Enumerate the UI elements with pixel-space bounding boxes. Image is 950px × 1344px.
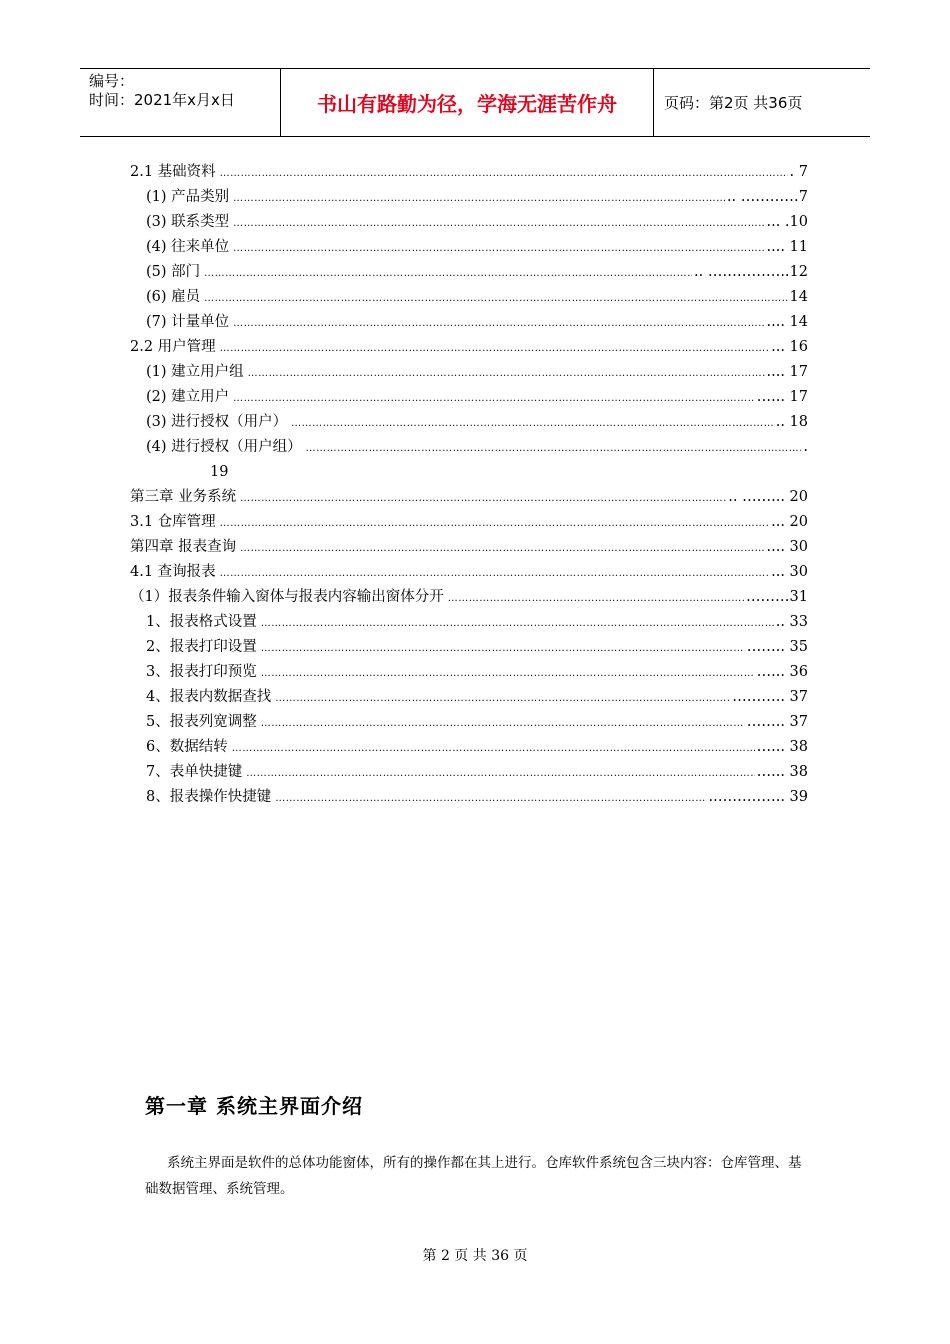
toc-entry[interactable] [130,785,808,810]
toc-entry-page: ………31 [746,589,808,605]
toc-entry-page: .. 18 [775,414,808,430]
toc-leader-dots [236,485,726,510]
toc-entry-page: …... 36 [756,664,808,680]
toc-entry[interactable] [130,610,808,635]
toc-entry[interactable] [130,235,808,260]
toc-entry-page: .. 33 [775,614,808,630]
toc-entry-page: 14 [789,289,808,305]
toc-entry-label: 5、报表列宽调整 [146,714,257,730]
toc-leader-dots [216,335,769,360]
toc-entry-label: (3) 进行授权（用户） [146,414,288,430]
toc-entry-label: 2.1 基础资料 [130,164,216,180]
toc-leader-dots [229,185,725,210]
toc-leader-dots [200,285,787,310]
toc-entry-page: .. …………7 [726,189,808,205]
toc-entry[interactable] [130,310,808,335]
toc-entry-label: （1）报表条件输入窗体与报表内容输出窗体分开 [130,589,444,605]
document-time-label: 时间：2021年x月x日 [89,91,235,109]
toc-leader-dots [216,160,788,185]
toc-leader-dots [229,385,754,410]
toc-entry-page: ..………….. 39 [708,789,808,805]
toc-entry-label: (6) 雇员 [146,289,201,305]
toc-entry[interactable] [130,485,808,510]
toc-entry-page: …... 17 [756,389,808,405]
toc-entry-page: .... 17 [766,364,808,380]
toc-entry-page: .. ……... 20 [728,489,808,505]
header-table [80,68,870,137]
toc-entry-label: 4、报表内数据查找 [146,689,272,705]
toc-entry[interactable] [130,535,808,560]
toc-leader-dots [228,735,755,760]
toc-leader-dots [444,585,744,610]
toc-entry-page: ... 20 [771,514,808,530]
toc-entry-page: ……….. 37 [732,689,808,705]
toc-entry-page: ... 30 [771,564,808,580]
toc-entry[interactable] [130,735,808,760]
toc-entry[interactable] [130,760,808,785]
toc-entry-label: (5) 部门 [146,264,201,280]
toc-entry-page: . 7 [789,164,808,180]
toc-entry-label: 第三章 业务系统 [130,489,237,505]
toc-entry-label: 6、数据结转 [146,739,228,755]
toc-entry-label: 2、报表打印设置 [146,639,257,655]
toc-leader-dots [216,510,769,535]
toc-leader-dots [271,785,706,810]
toc-entry[interactable] [130,710,808,735]
toc-leader-dots [229,235,764,260]
toc-entry-page: …….. 37 [746,714,808,730]
toc-entry-label: 2.2 用户管理 [130,339,216,355]
header-meta [80,69,281,136]
toc-entry[interactable] [130,560,808,585]
toc-entry[interactable] [130,335,808,360]
toc-leader-dots [200,260,692,285]
toc-leader-dots [271,685,730,710]
toc-entry-label: 3.1 仓库管理 [130,514,216,530]
chapter-title: 第一章 系统主界面介绍 [145,1094,363,1118]
toc-entry-page: .... 30 [766,539,808,555]
toc-entry-page: .... 11 [766,239,808,255]
toc-leader-dots [244,360,765,385]
toc-leader-dots [302,435,802,460]
header-page-info: 页码：第2页 共36页 [664,94,803,112]
toc-entry-label: 3、报表打印预览 [146,664,257,680]
toc-entry[interactable] [130,685,808,710]
toc-leader-dots [257,710,745,735]
toc-leader-dots [242,760,754,785]
toc-entry-label: 7、表单快捷键 [146,764,243,780]
toc-entry-page: .. ……………..12 [694,264,808,280]
toc-leader-dots [257,635,745,660]
toc-leader-dots [257,660,755,685]
toc-entry[interactable] [130,385,808,410]
toc-entry[interactable] [130,510,808,535]
toc-entry-label: (3) 联系类型 [146,214,230,230]
page-footer: 第 2 页 共 36 页 [422,1248,528,1264]
toc-entry[interactable] [130,160,808,185]
toc-leader-dots [287,410,774,435]
toc-entry[interactable] [130,585,808,610]
toc-entry[interactable] [130,660,808,685]
toc-entry-page: . [803,439,808,455]
toc-entry-label: (7) 计量单位 [146,314,230,330]
toc-entry-page: …... 38 [756,764,808,780]
toc-leader-dots [257,610,774,635]
toc-leader-dots [216,560,769,585]
toc-entry[interactable] [130,635,808,660]
header-motto: 书山有路勤为径，学海无涯苦作舟 [281,69,654,136]
toc-entry-label: (1) 建立用户组 [146,364,244,380]
toc-entry-page: .... 14 [766,314,808,330]
toc-entry-label: 4.1 查询报表 [130,564,216,580]
toc-entry[interactable] [130,410,808,435]
toc-entry[interactable] [130,435,808,460]
toc-entry[interactable] [130,285,808,310]
toc-entry-label: (1) 产品类别 [146,189,230,205]
toc-entry-label: (4) 进行授权（用户组） [146,439,302,455]
toc-entry[interactable] [130,260,808,285]
toc-entry[interactable] [130,360,808,385]
toc-leader-dots [236,535,764,560]
toc-entry-page-continuation: 19 [210,464,229,480]
toc-entry-page: …….. 35 [746,639,808,655]
toc-entry[interactable] [130,210,808,235]
chapter-body-paragraph: 系统主界面是软件的总体功能窗体，所有的操作都在其上进行。仓库软件系统包含三块内容：仓库管理、基础数据管理、系统管理。 [145,1155,802,1197]
toc-entry-page: …... 38 [756,739,808,755]
toc-leader-dots [229,210,764,235]
toc-entry-page: ... .10 [766,214,808,230]
toc-entry-label: 8、报表操作快捷键 [146,789,272,805]
document-number-label: 编号： [89,72,135,90]
table-of-contents [130,160,808,810]
toc-entry[interactable] [130,185,808,210]
toc-entry-label: (4) 往来单位 [146,239,230,255]
toc-entry-label: 1、报表格式设置 [146,614,257,630]
toc-entry-label: 第四章 报表查询 [130,539,237,555]
toc-entry-page: ... 16 [771,339,808,355]
toc-entry-label: (2) 建立用户 [146,389,230,405]
toc-leader-dots [229,310,764,335]
